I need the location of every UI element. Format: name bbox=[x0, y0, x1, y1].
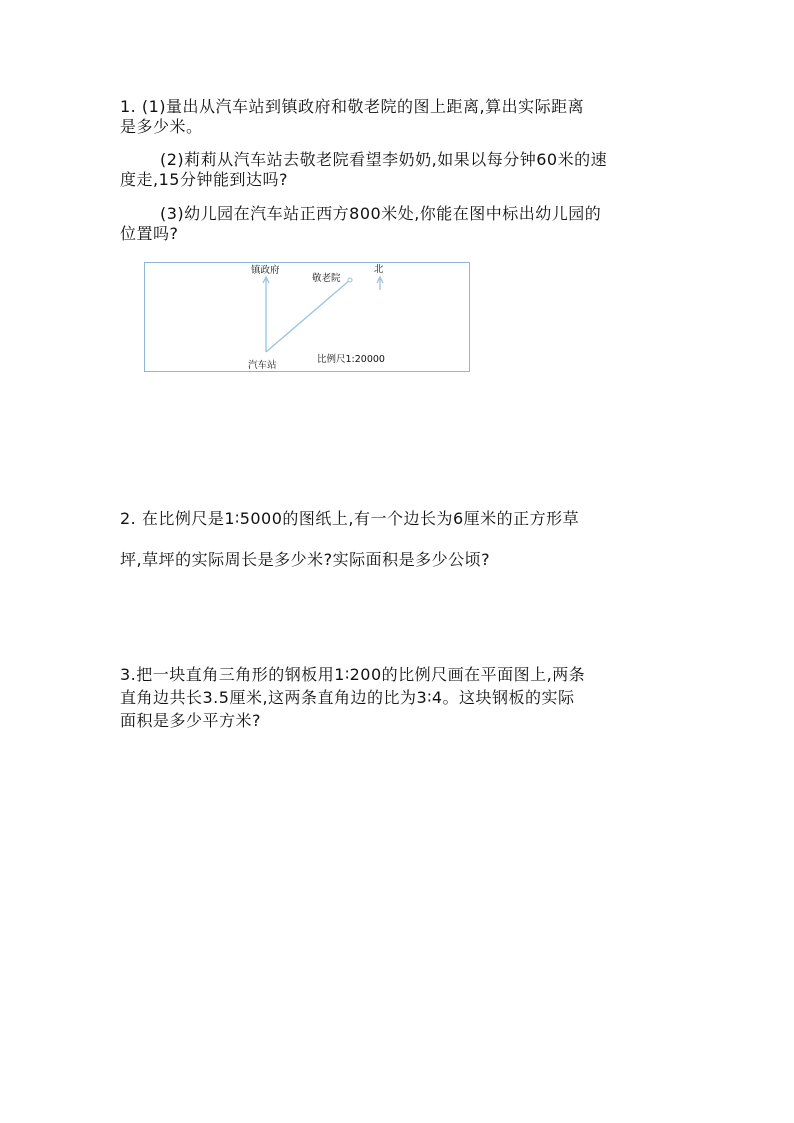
q1-line-4: 度走,15分钟能到达吗? bbox=[120, 170, 288, 189]
q3-line-1: 3.把一块直角三角形的钢板用1∶200的比例尺画在平面图上,两条 bbox=[120, 665, 586, 684]
q1-line-2: 是多少米。 bbox=[120, 117, 203, 136]
map-figure bbox=[144, 262, 470, 372]
q1-line-1: 1. (1)量出从汽车站到镇政府和敬老院的图上距离,算出实际距离 bbox=[120, 97, 585, 116]
map-lines bbox=[145, 263, 471, 373]
q1-line-5: (3)幼儿园在汽车站正西方800米处,你能在图中标出幼儿园的 bbox=[160, 204, 602, 223]
town-hall-label: 镇政府 bbox=[251, 265, 280, 276]
q3-line-2: 直角边共长3.5厘米,这两条直角边的比为3∶4。这块钢板的实际 bbox=[120, 688, 575, 707]
q1-line-6: 位置吗? bbox=[120, 224, 179, 243]
nursing-home-dot bbox=[348, 278, 352, 282]
q2-line-2: 坪,草坪的实际周长是多少米?实际面积是多少公顷? bbox=[120, 550, 491, 569]
scale-label: 比例尺1:20000 bbox=[317, 354, 385, 365]
nursing-home-label: 敬老院 bbox=[312, 273, 341, 284]
q1-line-3: (2)莉莉从汽车站去敬老院看望李奶奶,如果以每分钟60米的速 bbox=[160, 150, 608, 169]
q2-line-1: 2. 在比例尺是1∶5000的图纸上,有一个边长为6厘米的正方形草 bbox=[120, 509, 580, 528]
bus-station-label: 汽车站 bbox=[248, 360, 277, 371]
bus-to-nursing-home-line bbox=[266, 280, 350, 352]
north-label: 北 bbox=[374, 264, 384, 275]
q3-line-3: 面积是多少平方米? bbox=[120, 711, 261, 730]
